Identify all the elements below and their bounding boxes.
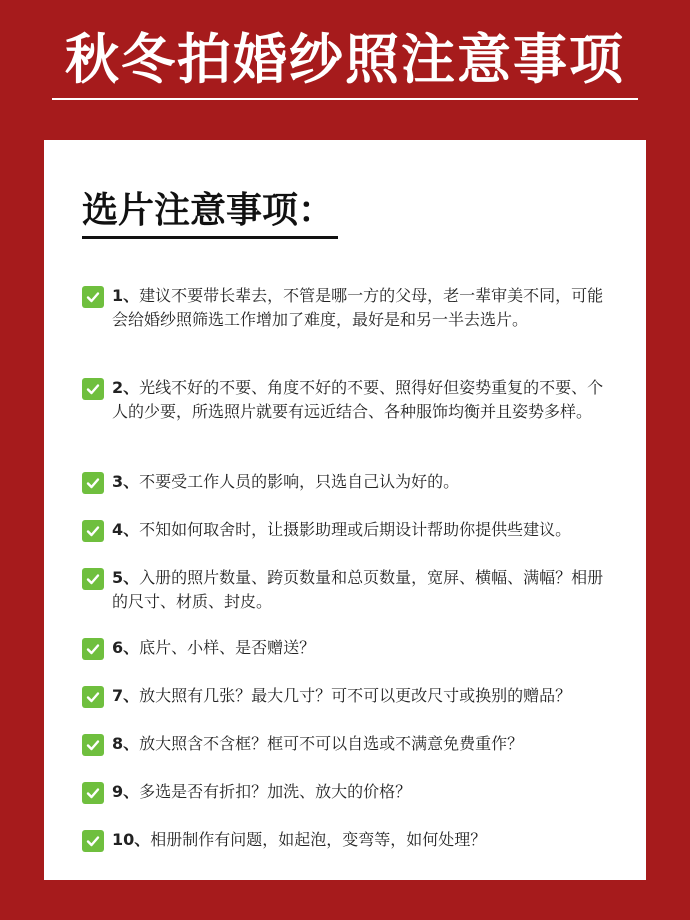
checkmark-icon bbox=[82, 686, 104, 708]
item-text: 相册制作有问题，如起泡，变弯等，如何处理？ bbox=[150, 830, 487, 849]
checkmark-icon bbox=[82, 568, 104, 590]
item-number: 5、 bbox=[112, 568, 140, 587]
checkmark-icon bbox=[82, 520, 104, 542]
item-text: 入册的照片数量、跨页数量和总页数量，宽屏、横幅、满幅？相册的尺寸、材质、封皮。 bbox=[112, 568, 604, 611]
item-text: 不要受工作人员的影响，只选自己认为好的。 bbox=[139, 472, 460, 491]
list-item bbox=[82, 566, 612, 614]
checkmark-icon bbox=[82, 472, 104, 494]
checkmark-icon bbox=[82, 638, 104, 660]
list-item bbox=[82, 780, 612, 804]
item-number: 1、 bbox=[112, 286, 140, 305]
item-number: 2、 bbox=[112, 378, 140, 397]
item-number: 4、 bbox=[112, 520, 140, 539]
list-item bbox=[82, 284, 612, 332]
checkmark-icon bbox=[82, 830, 104, 852]
list-item bbox=[82, 684, 612, 708]
item-number: 9、 bbox=[112, 782, 140, 801]
item-text: 底片、小样、是否赠送？ bbox=[139, 638, 316, 657]
item-text: 不知如何取舍时，让摄影助理或后期设计帮助你提供些建议。 bbox=[139, 520, 572, 539]
item-number: 3、 bbox=[112, 472, 140, 491]
item-text: 多选是否有折扣？加洗、放大的价格？ bbox=[139, 782, 412, 801]
list-item bbox=[82, 376, 612, 424]
list-item bbox=[82, 518, 612, 542]
item-text: 放大照有几张？最大几寸？可不可以更改尺寸或换别的赠品？ bbox=[139, 686, 572, 705]
item-number: 10、 bbox=[112, 830, 151, 849]
list-item bbox=[82, 470, 612, 494]
item-text: 放大照含不含框？框可不可以自选或不满意免费重作？ bbox=[139, 734, 524, 753]
content-card bbox=[44, 140, 646, 880]
item-text: 建议不要带长辈去，不管是哪一方的父母，老一辈审美不同，可能会给婚纱照筛选工作增加了难度，最好是和另一半去选片。 bbox=[112, 286, 604, 329]
title-underline bbox=[52, 98, 638, 100]
item-number: 7、 bbox=[112, 686, 140, 705]
list-item bbox=[82, 636, 612, 660]
checkmark-icon bbox=[82, 782, 104, 804]
checkmark-icon bbox=[82, 734, 104, 756]
item-number: 6、 bbox=[112, 638, 140, 657]
item-number: 8、 bbox=[112, 734, 140, 753]
list-item bbox=[82, 828, 612, 852]
checkmark-icon bbox=[82, 378, 104, 400]
list-item bbox=[82, 732, 612, 756]
page-title: 秋冬拍婚纱照注意事项 bbox=[65, 28, 625, 91]
checkmark-icon bbox=[82, 286, 104, 308]
section-heading: 选片注意事项： bbox=[82, 186, 338, 239]
item-text: 光线不好的不要、角度不好的不要、照得好但姿势重复的不要、个人的少要，所选照片就要有远近结合、各种服饰均衡并且姿势多样。 bbox=[112, 378, 604, 421]
